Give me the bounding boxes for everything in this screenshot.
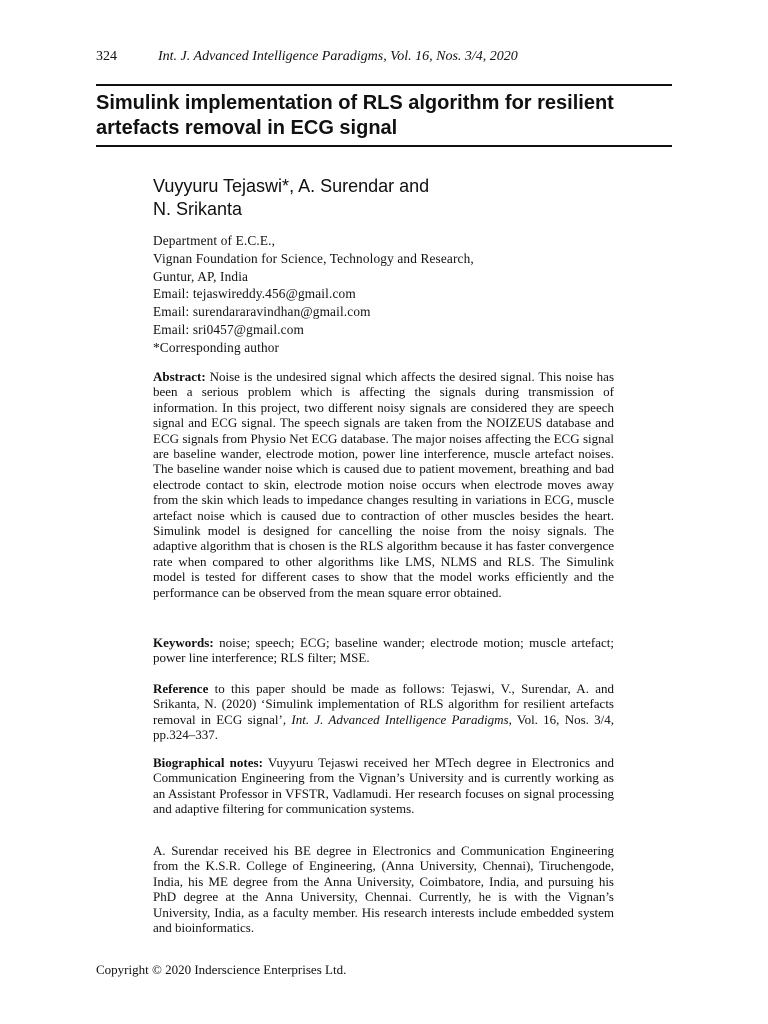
abstract-label: Abstract: [153, 369, 206, 384]
corresponding-author-note: *Corresponding author [153, 339, 280, 355]
reference-section [153, 681, 614, 743]
running-head [96, 48, 676, 66]
author-email-1: Email: tejaswireddy.456@gmail.com [153, 286, 356, 302]
keywords-label: Keywords: [153, 635, 214, 650]
reference-journal: Int. J. Advanced Intelligence Paradigms [291, 711, 509, 727]
title-rule-top [96, 84, 672, 86]
biography-paragraph-2 [153, 843, 614, 935]
affiliation-location: Guntur, AP, India [153, 268, 249, 284]
author-email-2: Email: surendararavindhan@gmail.com [153, 304, 371, 320]
keywords-section [153, 635, 614, 666]
author-line-2: N. Srikanta [153, 199, 243, 219]
affiliation-department: Department of E.C.E., [153, 233, 276, 248]
biography-label: Biographical notes: [153, 755, 263, 770]
copyright-notice: Copyright © 2020 Inderscience Enterprises Ltd. [96, 962, 347, 977]
author-line-1: Vuyyuru Tejaswi*, A. Surendar and [153, 176, 430, 196]
reference-volume: , Vol. 16, Nos. 3/4, pp.324–337. [153, 711, 615, 743]
affiliation-institute: Vignan Foundation for Science, Technology and Research, [153, 250, 474, 266]
keywords-text: noise; speech; ECG; baseline wander; electrode motion; muscle artefact; power line interference; RLS filter; MSE. [153, 635, 614, 666]
abstract-section [153, 369, 614, 600]
author-list [153, 175, 573, 221]
affiliation-block [153, 232, 623, 357]
reference-label: Reference [153, 681, 209, 696]
paper-title: Simulink implementation of RLS algorithm for resilient artefacts removal in ECG signal [96, 92, 614, 139]
journal-citation: Int. J. Advanced Intelligence Paradigms, Vol. 16, Nos. 3/4, 2020 [158, 49, 518, 64]
biography-section [153, 755, 614, 817]
abstract-text: Noise is the undesired signal which affects the desired signal. This noise has been a serious problem which is affecting the signals during transmission of information. In this project, two different noisy signals are considered they are speech signal and ECG signal. The speech signals are taken from the NOIZEUS database and ECG signals from Physio Net ECG database. The major noises affecting the ECG signal are baseline wander, electrode motion, power line interference, muscle artefact noises. The baseline wander noise which is caused due to patient movement, breathing and bad electrode contact to skin, electrode motion noise occurs when electrode moves away from the skin which leads to impedance changes resulting in variations in ECG, muscle artefact noise which is caused due to contraction of other muscles besides the heart. Simulink model is designed for cancelling the noise from the noisy signals. The adaptive algorithm that is chosen is the RLS algorithm because it has faster convergence rate when compared to other algorithms like LMS, NLMS and RLS. The Simulink model is tested for different cases to show that the model works efficiently and the performance can be observed from the mean square error obtained. [153, 369, 614, 600]
page-number: 324 [96, 49, 117, 64]
title-rule-bottom [96, 145, 672, 147]
reference-text: to this paper should be made as follows: Tejaswi, V., Surendar, A. and Srikanta, N. (2020) ‘Simulink implementation of RLS algorithm for resilient artefacts removal in ECG signal’, [153, 681, 614, 727]
author-email-3: Email: sri0457@gmail.com [153, 321, 305, 337]
biography-text-1: Vuyyuru Tejaswi received her MTech degree in Electronics and Communication Engineering from the Vignan’s University and is currently working as an Assistant Professor in VFSTR, Vadlamudi. Her research focuses on signal processing and adaptive filtering for communication systems. [153, 755, 614, 817]
biography-text-2: A. Surendar received his BE degree in Electronics and Communication Engineering from the K.S.R. College of Engineering, (Anna University, Chennai), Tiruchengode, India, his ME degree from the Anna University, Coimbatore, India, and pursuing his PhD degree at the Anna University, Chennai. Currently, he is with the Vignan’s University, India, as a faculty member. His research interests include embedded system and bioinformatics. [153, 843, 614, 936]
